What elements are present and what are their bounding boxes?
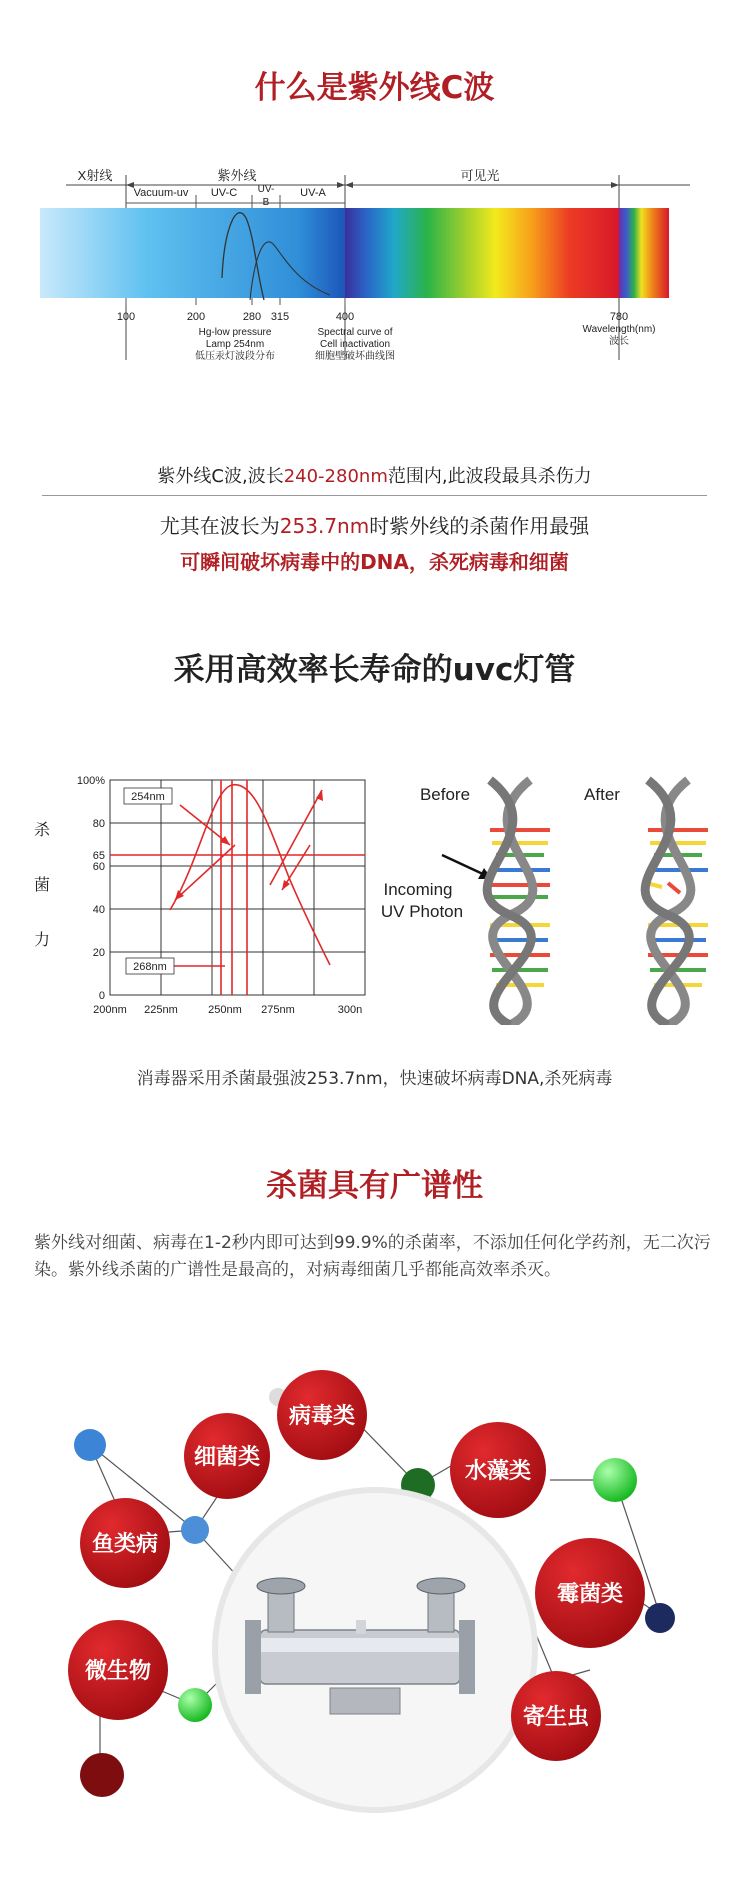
region-xray: X射线 [77, 168, 113, 183]
dna-incoming-label-2: UV Photon [380, 902, 464, 921]
hg-label-3: 低压汞灯波段分布 [195, 351, 275, 362]
uv-gradient-bar [40, 208, 345, 298]
bubble-microorganism-label: 微生物 [84, 1658, 152, 1683]
xtick-275: 275nm [261, 1004, 295, 1016]
dark-red-dot [80, 1753, 124, 1797]
xtick-200: 200nm [93, 1004, 127, 1016]
line1-highlight: 240-280nm [283, 466, 388, 487]
ytick-0: 0 [98, 990, 105, 1002]
spectral-label-2: Cell inactivation [319, 339, 391, 350]
section1-title: 什么是紫外线C波 [254, 70, 495, 106]
region-visible: 可见光 [460, 168, 500, 183]
band-vacuum-uv: Vacuum-uv [133, 187, 189, 199]
broad-spectrum-graph [0, 1370, 749, 1840]
hg-label-1: Hg-low pressure [198, 327, 272, 338]
tick-280: 280 [242, 311, 262, 323]
section2-title: 采用高效率长寿命的uvc灯管 [173, 652, 576, 688]
section3-title: 杀菌具有广谱性 [266, 1168, 483, 1204]
tick-780: 780 [609, 311, 629, 323]
bubble-virus-label: 病毒类 [288, 1403, 356, 1428]
bubble-parasite [511, 1671, 601, 1761]
bubble-algae-label: 水藻类 [464, 1458, 532, 1483]
bubble-virus [277, 1370, 367, 1460]
blue-dot-2 [181, 1516, 209, 1544]
tick-100: 100 [116, 311, 136, 323]
divider [42, 495, 707, 496]
bubble-mold [535, 1538, 645, 1648]
spectral-label-1: Spectral curve of [317, 327, 393, 338]
band-uva: UV-A [300, 187, 326, 199]
bubble-fish-disease-label: 鱼类病 [91, 1531, 159, 1556]
bubble-mold-label: 霉菌类 [556, 1581, 624, 1606]
xtick-250: 250nm [208, 1004, 242, 1016]
tick-315: 315 [270, 311, 290, 323]
xtick-300: 300n [337, 1004, 363, 1016]
xtick-225: 225nm [144, 1004, 178, 1016]
ylabel-char-1: 杀 [33, 822, 51, 839]
bubble-algae [450, 1422, 546, 1518]
dna-helix-before [487, 780, 550, 1025]
uvc-wavelength-line [0, 462, 749, 488]
navy-dot [645, 1603, 675, 1633]
region-uv: 紫外线 [217, 168, 257, 183]
dna-before-after-illustration [380, 775, 740, 1025]
bubble-fish-disease [80, 1498, 170, 1588]
ytick-80: 80 [92, 818, 105, 830]
uv-spectrum-diagram [0, 160, 749, 450]
germicidal-efficacy-chart [20, 770, 380, 1030]
ylabel-char-3: 力 [33, 932, 51, 949]
green-dot-2 [178, 1688, 212, 1722]
label-254nm: 254nm [131, 791, 165, 803]
bubble-bacteria-label: 细菌类 [193, 1444, 261, 1469]
blue-dot-1 [74, 1429, 106, 1461]
line2-highlight: 253.7nm [279, 514, 370, 538]
ylabel-char-2: 菌 [33, 877, 51, 894]
hg-label-2: Lamp 254nm [205, 339, 265, 350]
line1-pre: 紫外线C波,波长 [157, 466, 284, 487]
band-uvb-bottom: B [262, 197, 270, 208]
bubble-parasite-label: 寄生虫 [522, 1704, 590, 1729]
band-uvb-top: UV- [257, 184, 275, 195]
label-268nm: 268nm [133, 961, 167, 973]
bubble-bacteria [184, 1413, 270, 1499]
ytick-100: 100% [76, 775, 105, 787]
tick-200: 200 [186, 311, 206, 323]
ytick-65: 65 [92, 850, 105, 862]
tick-400: 400 [335, 311, 355, 323]
ir-gradient-bar [619, 208, 669, 298]
visible-gradient-bar [345, 208, 619, 298]
dna-destroy-line: 可瞬间破坏病毒中的DNA，杀死病毒和细菌 [180, 550, 569, 574]
dna-helix-after [645, 780, 708, 1025]
uv-photon-arrow [442, 855, 485, 875]
wavelength-label: Wavelength(nm) [582, 324, 656, 335]
dna-before-label: Before [419, 785, 471, 804]
line1-post: 范围内,此波段最具杀伤力 [387, 466, 592, 487]
ytick-60: 60 [92, 861, 105, 873]
spectral-label-3: 细胞壁破坏曲线图 [315, 351, 395, 362]
wavelength-label-cn: 波长 [609, 336, 629, 347]
bubble-microorganism [68, 1620, 168, 1720]
ytick-20: 20 [92, 947, 105, 959]
ytick-40: 40 [92, 904, 105, 916]
band-uvc: UV-C [210, 187, 238, 199]
peak-wavelength-line [0, 510, 749, 539]
line2-pre: 尤其在波长为 [159, 514, 280, 538]
line2-post: 时紫外线的杀菌作用最强 [369, 514, 590, 538]
dna-incoming-label-1: Incoming [383, 880, 453, 899]
dna-after-label: After [584, 785, 620, 804]
section2-caption: 消毒器采用杀菌最强波253.7nm，快速破坏病毒DNA,杀死病毒 [136, 1069, 613, 1089]
section3-paragraph: 紫外线对细菌、病毒在1-2秒内即可达到99.9%的杀菌率，不添加任何化学药剂，无二次污染。紫外线杀菌的广谱性是最高的，对病毒细菌几乎都能高效率杀灭。 [34, 1233, 711, 1280]
green-dot-1 [593, 1458, 637, 1502]
